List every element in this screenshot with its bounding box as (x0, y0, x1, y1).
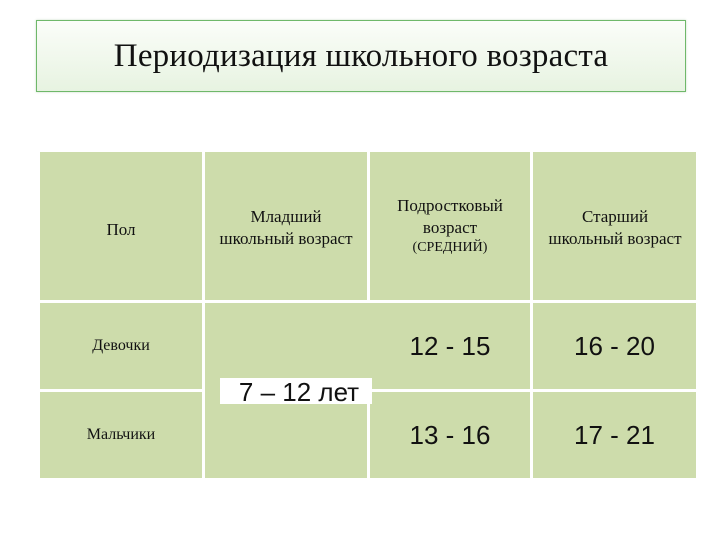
cell-value: 7 – 12 лет (238, 376, 360, 407)
cell-boys-senior (533, 392, 696, 478)
table-row-label-boys (40, 392, 202, 478)
header-sex-label: Пол (106, 220, 136, 240)
header-sex (40, 152, 202, 300)
column-divider (202, 152, 205, 478)
table-row-label-girls (40, 303, 202, 389)
header-senior (546, 152, 684, 300)
title-box (36, 20, 686, 92)
cell-value: 12 - 15 (409, 330, 491, 361)
header-teen-note: (СРЕДНИЙ) (412, 240, 488, 256)
header-junior (212, 152, 360, 300)
row-label: Девочки (92, 337, 150, 354)
cell-value: 13 - 16 (409, 419, 491, 450)
cell-junior-age-range (224, 378, 374, 406)
page-title: Периодизация школьного возраста (113, 37, 609, 74)
header-teen-label: Подростковый возраст (397, 195, 503, 237)
cell-value: 16 - 20 (574, 330, 655, 361)
header-junior-label: Младший школьный возраст (219, 207, 353, 248)
cell-value: 17 - 21 (574, 419, 655, 450)
header-teen (370, 152, 530, 300)
age-periodization-table (40, 152, 696, 478)
cell-girls-senior (533, 303, 696, 389)
cell-girls-teen (370, 303, 530, 389)
cell-boys-teen (370, 392, 530, 478)
header-senior-label: Старший школьный возраст (548, 207, 682, 248)
row-label: Мальчики (86, 426, 156, 443)
